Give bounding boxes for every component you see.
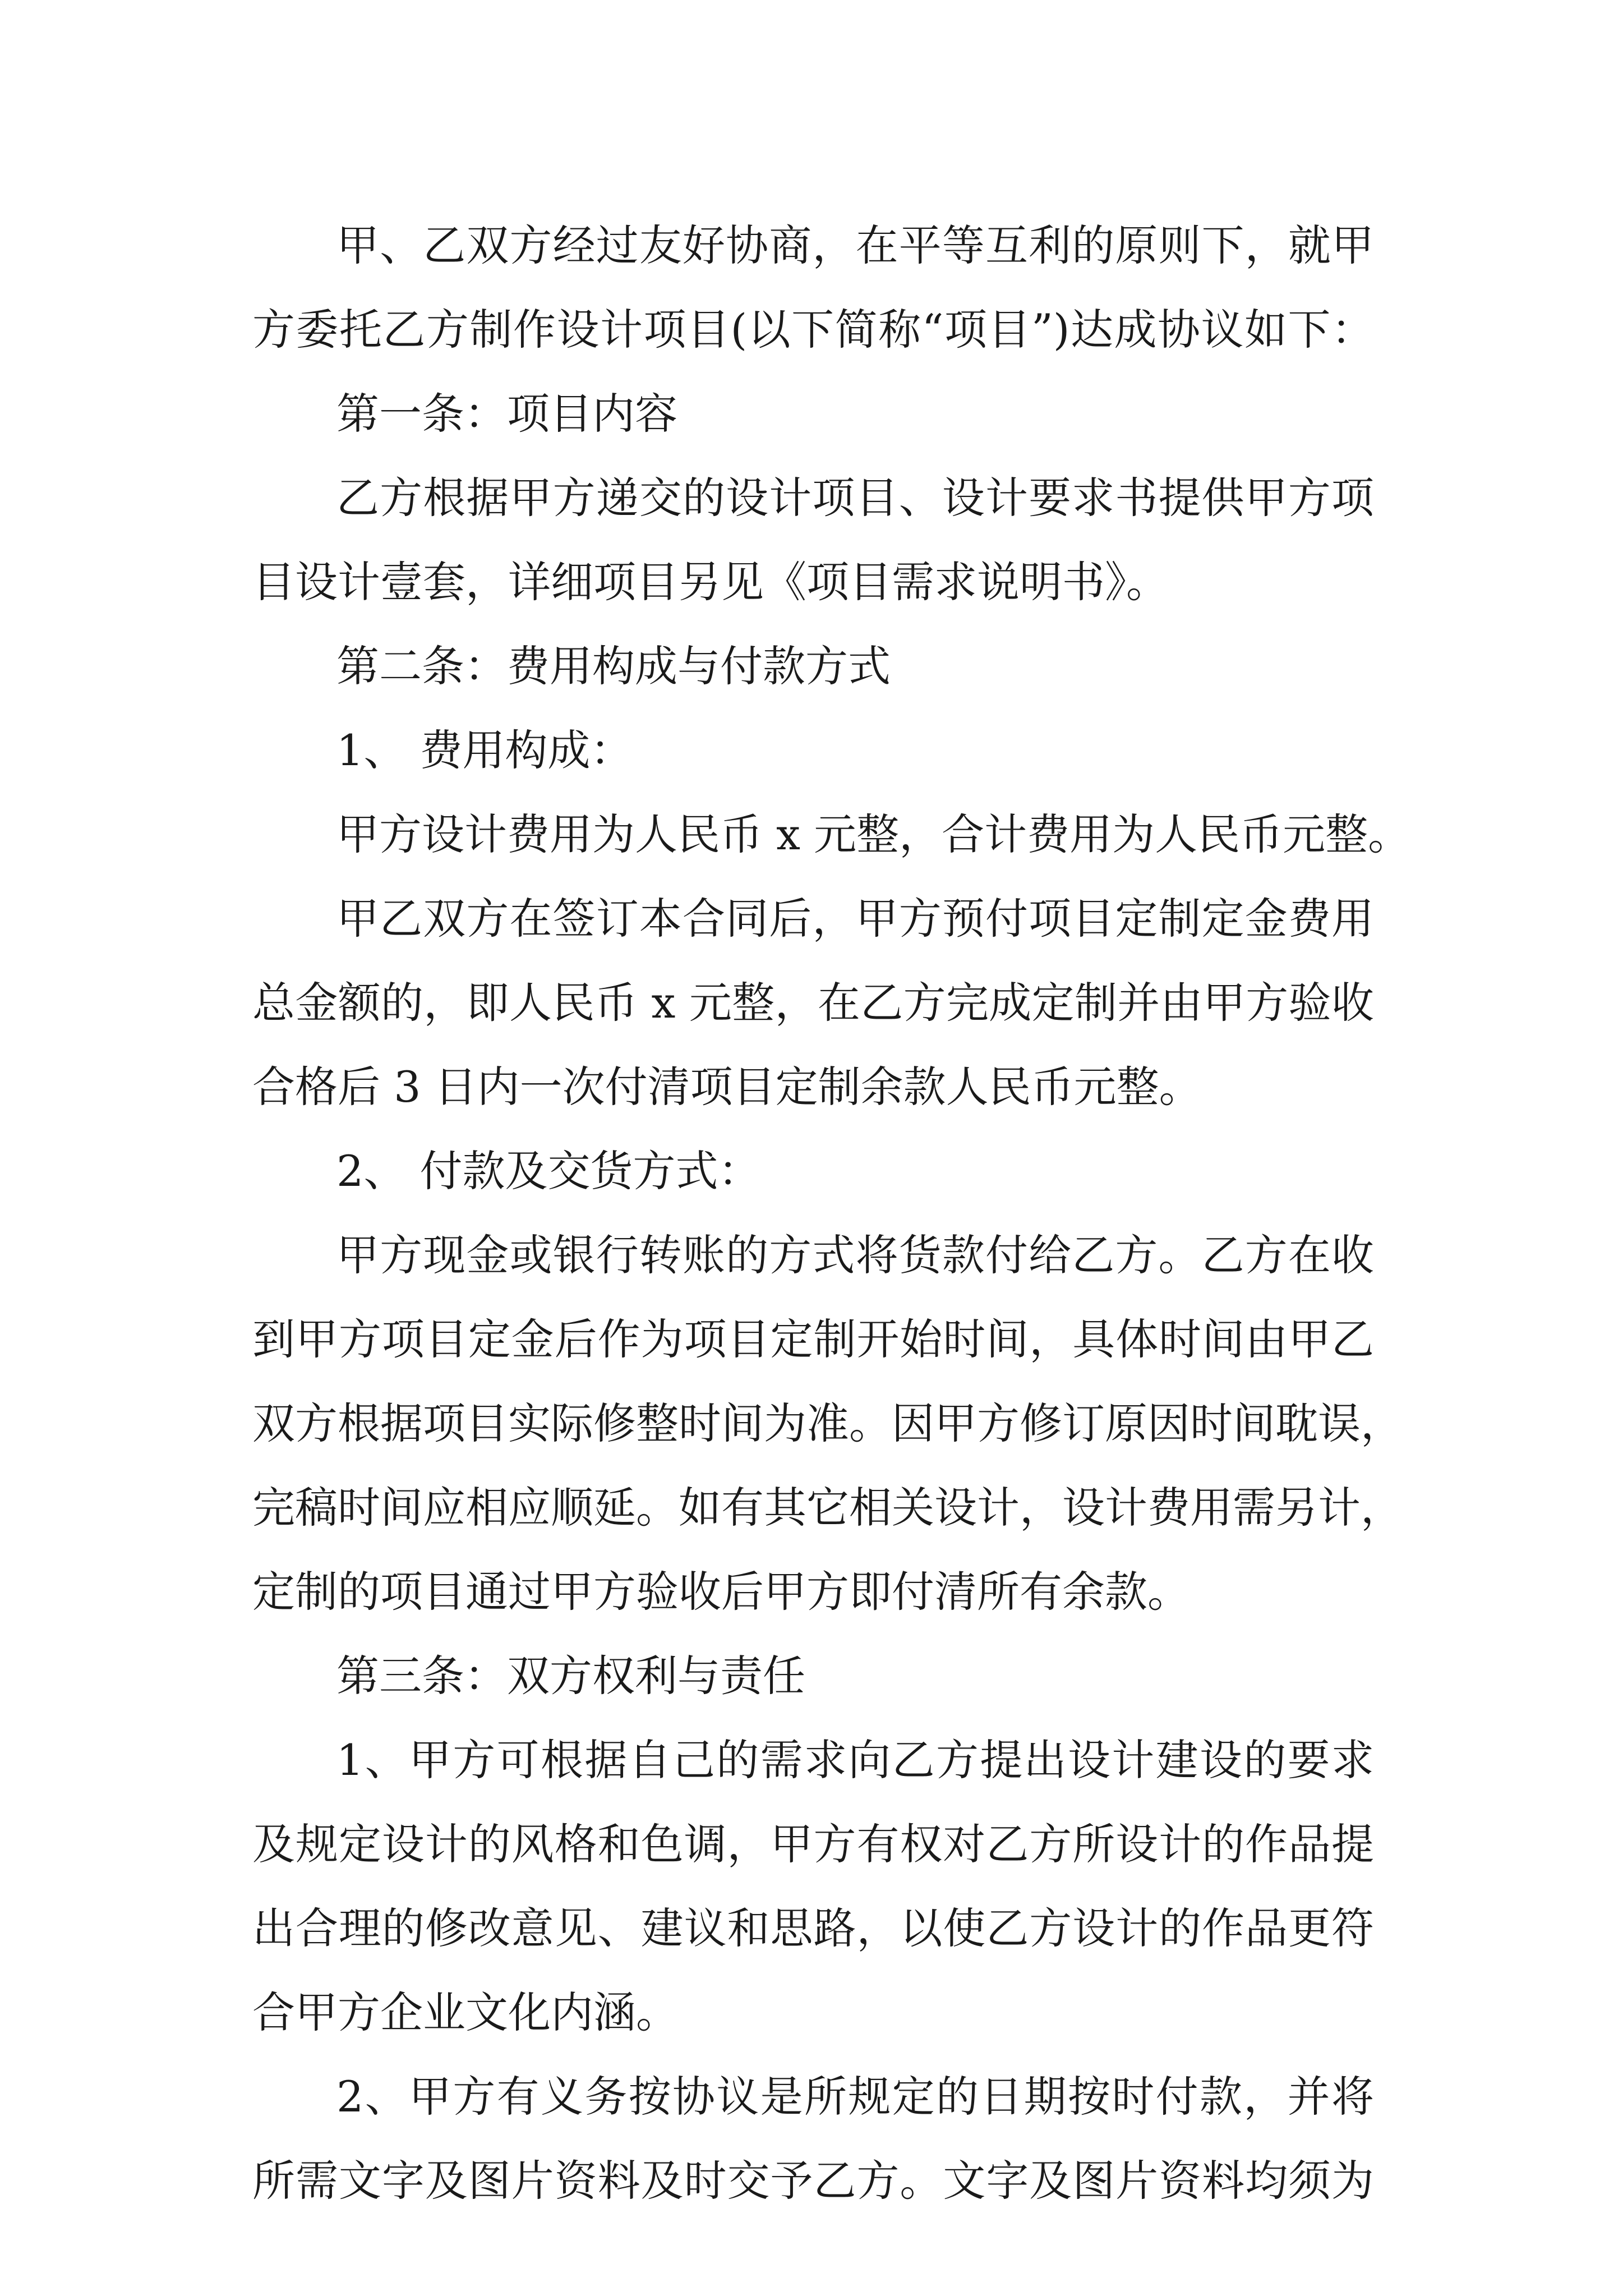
prepayment-text-line-1: 甲乙双方在签订本合同后，甲方预付项目定制定金费用 [336, 894, 1374, 944]
payment-text-line-1: 甲方现金或银行转账的方式将货款付给乙方。乙方在收 [336, 1230, 1374, 1280]
prepayment-text-line-3: 合格后 3 日内一次付清项目定制余款人民币元整。 [252, 1062, 1202, 1112]
article-1-heading: 第一条：项目内容 [336, 389, 677, 439]
rights-item-2-line-2: 所需文字及图片资料及时交予乙方。文字及图片资料均须为 [252, 2156, 1374, 2206]
payment-text-line-2: 到甲方项目定金后作为项目定制开始时间，具体时间由甲乙 [252, 1314, 1374, 1364]
paragraph-intro-line-2: 方委托乙方制作设计项目(以下简称“项目”)达成协议如下： [252, 305, 1374, 355]
payment-text-line-3: 双方根据项目实际修整时间为准。因甲方修订原因时间耽误， [252, 1398, 1403, 1448]
payment-delivery-heading: 2、 付款及交货方式： [336, 1146, 761, 1196]
rights-item-1-line-3: 出合理的修改意见、建议和思路，以使乙方设计的作品更符 [252, 1903, 1374, 1953]
article-3-heading: 第三条：双方权利与责任 [336, 1651, 805, 1701]
payment-text-line-4: 完稿时间应相应顺延。如有其它相关设计，设计费用需另计， [252, 1483, 1403, 1533]
rights-item-1-line-2: 及规定设计的风格和色调，甲方有权对乙方所设计的作品提 [252, 1819, 1374, 1869]
article-2-heading: 第二条：费用构成与付款方式 [336, 641, 891, 691]
rights-item-1-line-1: 1、甲方可根据自己的需求向乙方提出设计建设的要求 [336, 1735, 1374, 1785]
rights-item-1-line-4: 合甲方企业文化内涵。 [252, 1987, 679, 2037]
article-1-text-line-2: 目设计壹套，详细项目另见《项目需求说明书》。 [252, 557, 1169, 607]
article-1-text-line-1: 乙方根据甲方递交的设计项目、设计要求书提供甲方项 [336, 473, 1374, 523]
fee-composition-text: 甲方设计费用为人民币 x 元整，合计费用为人民币元整。 [336, 809, 1411, 859]
rights-item-2-line-1: 2、甲方有义务按协议是所规定的日期按时付款，并将 [336, 2072, 1374, 2122]
fee-composition-heading: 1、 费用构成： [336, 725, 633, 775]
prepayment-text-line-2: 总金额的，即人民币 x 元整，在乙方完成定制并由甲方验收 [252, 978, 1374, 1028]
payment-text-line-5: 定制的项目通过甲方验收后甲方即付清所有余款。 [252, 1567, 1190, 1617]
paragraph-intro-line-1: 甲、乙双方经过友好协商，在平等互利的原则下，就甲 [336, 220, 1374, 270]
